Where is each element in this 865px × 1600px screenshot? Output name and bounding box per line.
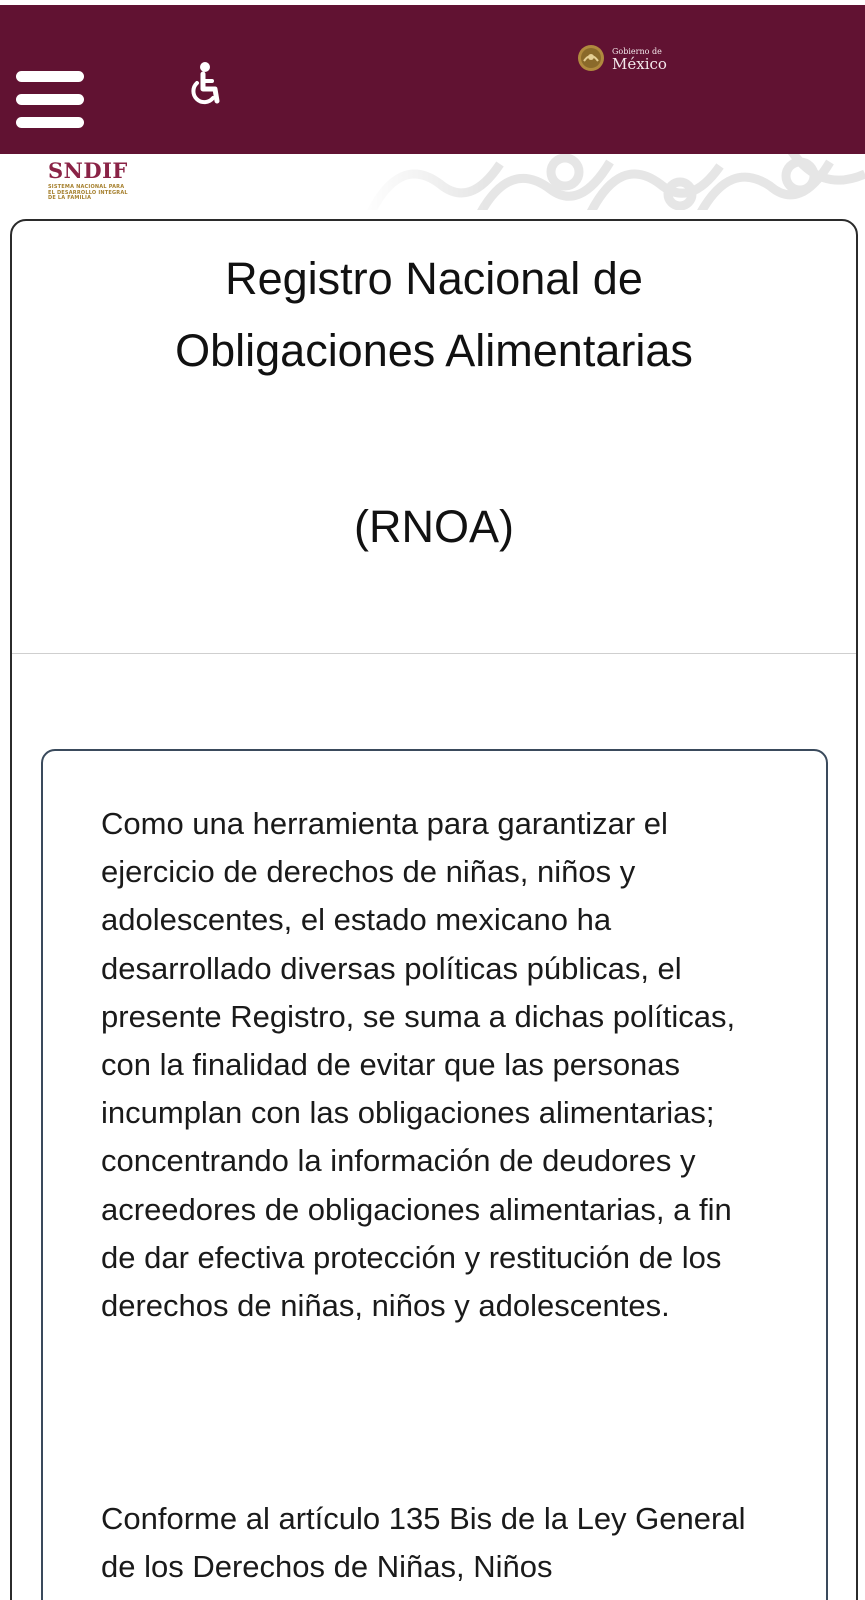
- divider: [12, 653, 856, 654]
- hamburger-menu-icon[interactable]: [16, 69, 84, 131]
- page-title-line2: Obligaciones Alimentarias: [175, 325, 693, 376]
- sndif-subtitle-line: SISTEMA NACIONAL PARA: [48, 184, 125, 190]
- sndif-logo-mark: SNDIF: [48, 158, 128, 183]
- description-panel: [41, 749, 828, 1600]
- sndif-subtitle-line: EL DESARROLLO INTEGRAL: [48, 189, 128, 196]
- gob-logo-line1: Gobierno de: [612, 47, 662, 56]
- page-title-line1: Registro Nacional de: [225, 253, 643, 304]
- sndif-subtitle-line: DE LA FAMILIA: [48, 195, 92, 201]
- mexico-seal-icon: [577, 44, 605, 72]
- page-acronym: (RNOA): [354, 501, 514, 552]
- top-bar: [0, 5, 865, 154]
- gob-logo-line2: México: [612, 55, 667, 73]
- sndif-logo-subtitle: [48, 185, 128, 202]
- description-paragraph: Conforme al artículo 135 Bis de la Ley General de los Derechos de Niñas, Niños: [101, 1501, 746, 1585]
- description-paragraph: Como una herramienta para garantizar el ejercicio de derechos de niñas, niños y adolescentes, el estado mexicano ha desarrollado diversas políticas públicas, el presente Registro, se suma a dichas políticas, con la finalidad de evitar que las personas incumplan con las obligaciones alimentarias; concentrando la información de deudores y acreedores de obligaciones alimentarias, a fin de dar efectiva protección y restitución de los derechos de niñas, niños y adolescentes.: [101, 806, 736, 1324]
- sub-header: [0, 154, 865, 210]
- page-title: [12, 243, 856, 387]
- sndif-logo[interactable]: [48, 160, 128, 202]
- main-card: [10, 219, 858, 1600]
- decorative-pattern: [360, 154, 865, 210]
- wheelchair-accessibility-icon[interactable]: [186, 61, 222, 109]
